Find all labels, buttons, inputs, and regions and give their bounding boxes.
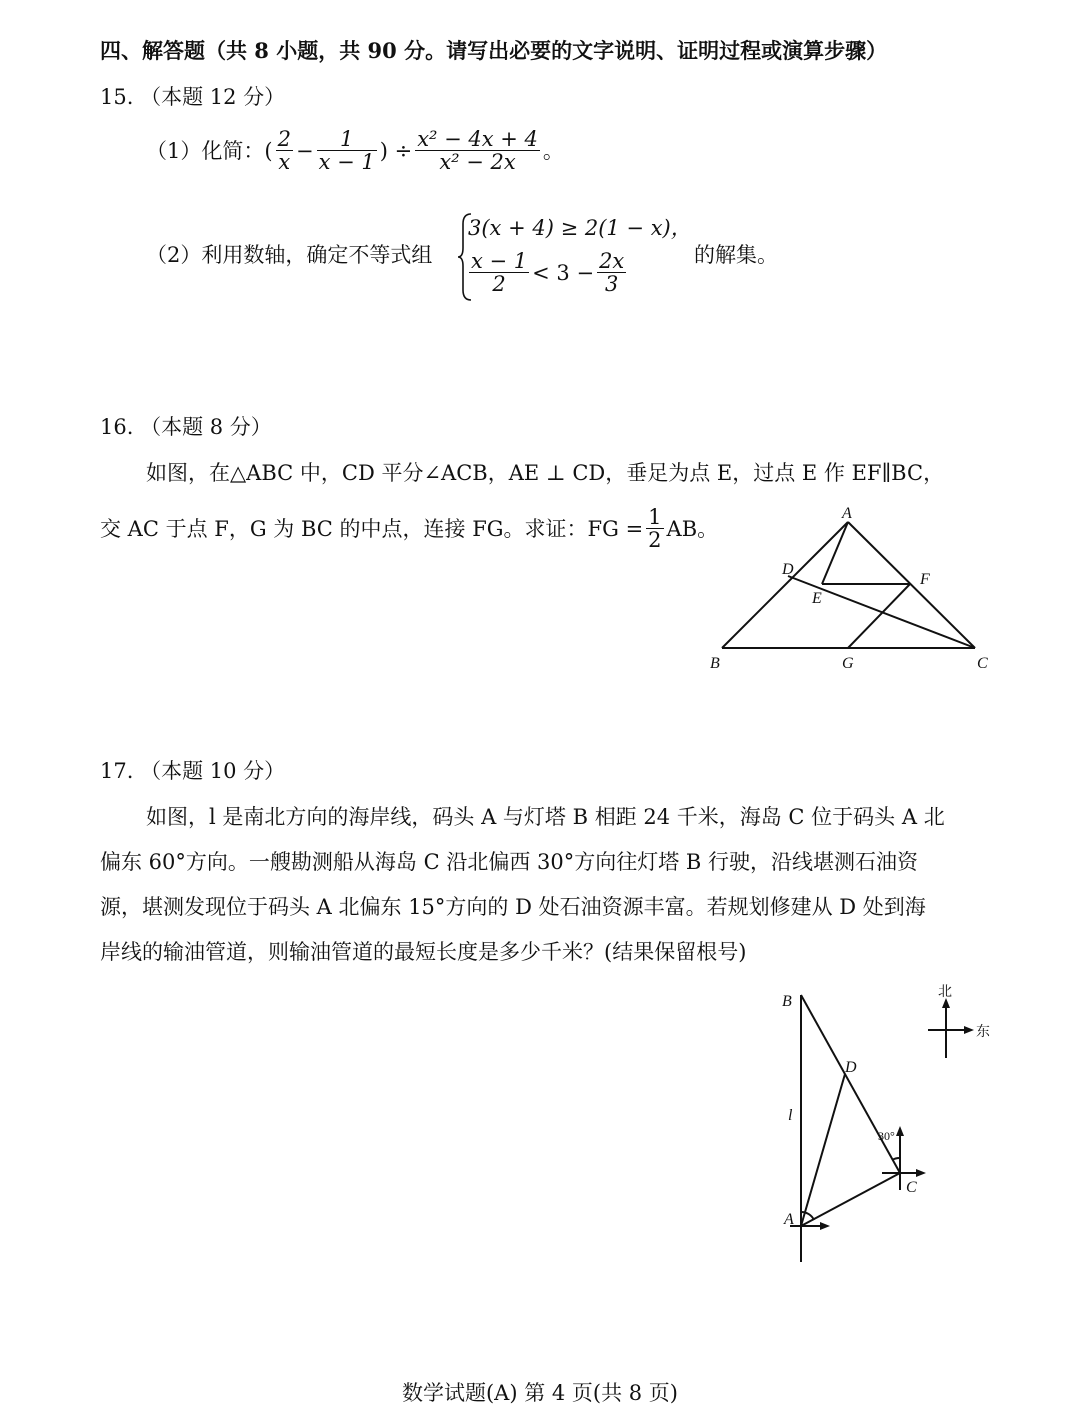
q17-arrow-east-A: [820, 1222, 830, 1230]
q15-part1-frac2: [317, 128, 377, 173]
q16-half-den: 2: [648, 528, 662, 552]
q17-label-C: C: [906, 1179, 917, 1196]
q15-part2-ineq1: 3(x + 4) ≥ 2(1 − x)，: [468, 216, 692, 240]
q15-part1-frac3-den: x² − 2x: [439, 150, 516, 174]
q15-part1-minus: −: [295, 138, 314, 163]
q15-part2-ineq2: [466, 250, 629, 295]
q17-arrow-east-C: [916, 1169, 926, 1177]
q15-part1: [146, 128, 564, 173]
q17-line2: 偏东 60°方向。一艘勘测船从海岛 C 沿北偏西 30°方向往灯塔 B 行驶，沿线堪测石油资: [100, 850, 918, 874]
page-footer: 数学试题(A) 第 4 页(共 8 页): [401, 1381, 679, 1405]
q16-seg-AE: [822, 522, 848, 584]
q15-part2-label: （2）利用数轴，确定不等式组: [146, 243, 433, 267]
q16-label-A: A: [842, 505, 852, 522]
q16-seg-FG: [848, 584, 910, 648]
q15-part2-frac1-den: 2: [492, 272, 506, 296]
q17-seg-AD: [801, 1074, 845, 1226]
q17-line1: 如图，l 是南北方向的海岸线，码头 A 与灯塔 B 相距 24 千米，海岛 C 位于码头 A 北: [146, 805, 945, 829]
q16-header: 16. （本题 8 分）: [100, 415, 272, 439]
q15-part1-label: （1）化简：: [146, 138, 265, 163]
q15-part2-frac2: [597, 250, 626, 295]
q17-compass-north-label: 北: [938, 984, 952, 1000]
q16-label-G: G: [842, 655, 854, 672]
q15-part1-end: 。: [542, 138, 564, 163]
q17-header: 17. （本题 10 分）: [100, 759, 286, 783]
q17-label-angle: 30°: [878, 1129, 895, 1143]
q17-label-B: B: [782, 993, 792, 1010]
q16-label-D: D: [782, 561, 794, 578]
q16-half: [646, 506, 663, 551]
q15-part2-frac2-den: 3: [604, 272, 619, 296]
q16-line2-b: AB。: [666, 516, 719, 541]
q15-part1-frac1-den: x: [278, 150, 291, 174]
q15-part1-frac2-num: 1: [317, 128, 377, 151]
q15-part2-mid: < 3 −: [532, 260, 595, 285]
q17-line3: 源，堪测发现位于码头 A 北偏东 15°方向的 D 处石油资源丰富。若规划修建从 D 处到海: [100, 895, 926, 919]
q17-figure: [770, 980, 1010, 1270]
q17-label-A: A: [784, 1211, 794, 1228]
q15-part1-frac3-num: x² − 4x + 4: [417, 127, 538, 151]
q17-label-l: l: [788, 1107, 793, 1124]
q16-line2-a: 交 AC 于点 F，G 为 BC 的中点，连接 FG。求证：FG =: [100, 516, 644, 541]
q15-part1-frac2-den: x − 1: [318, 150, 375, 174]
q15-part2-frac1: [469, 250, 529, 295]
q16-label-E: E: [812, 590, 822, 607]
q15-part1-close-div: ) ÷: [379, 138, 413, 163]
q17-compass-east-label: 东: [976, 1024, 990, 1040]
q15-part2-frac2-num: 2x: [599, 249, 625, 273]
q15-header: 15. （本题 12 分）: [100, 85, 286, 109]
q16-line2: [100, 506, 718, 551]
q16-line1: 如图，在△ABC 中，CD 平分∠ACB，AE ⊥ CD，垂足为点 E，过点 E 作 EF∥BC，: [146, 461, 945, 485]
q17-compass-arrow-east: [964, 1026, 974, 1034]
q17-line4: 岸线的输油管道，则输油管道的最短长度是多少千米？(结果保留根号): [100, 940, 747, 964]
section-title: 四、解答题（共 8 小题，共 90 分。请写出必要的文字说明、证明过程或演算步骤）: [100, 38, 888, 63]
q17-seg-BC: [801, 995, 900, 1173]
q15-part2-end: 的解集。: [694, 243, 778, 267]
q16-label-B: B: [710, 655, 720, 672]
q16-half-num: 1: [648, 505, 662, 529]
q16-label-F: F: [920, 571, 930, 588]
q16-figure: [700, 500, 1000, 680]
q15-part1-frac3: [415, 128, 540, 173]
q17-seg-AC: [801, 1173, 900, 1226]
q15-part1-open: (: [264, 138, 273, 163]
q17-label-D: D: [845, 1059, 857, 1076]
q17-angle-arc-C: [892, 1158, 900, 1160]
q17-arrow-north-C: [896, 1126, 904, 1136]
q15-part2-frac1-num: x − 1: [471, 249, 528, 273]
q16-label-C: C: [977, 655, 988, 672]
q15-part1-frac1: [276, 128, 293, 173]
q15-part1-frac1-num: 2: [277, 127, 291, 151]
